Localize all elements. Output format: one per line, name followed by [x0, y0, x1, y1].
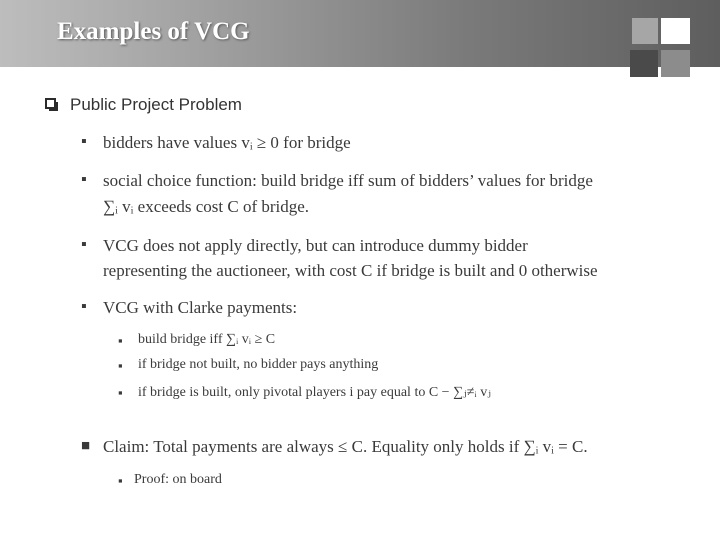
claim-text: Claim: Total payments are always ≤ C. Equality only holds if ∑ᵢ vᵢ = C. — [103, 437, 588, 456]
sub-bullet-text: build bridge iff ∑ᵢ vᵢ ≥ C — [138, 332, 276, 347]
bullet-text: social choice function: build bridge iff sum of bidders’ values for bridge — [103, 171, 593, 190]
bullet-text: VCG with Clarke payments: — [103, 298, 298, 317]
checkbox-bullet-icon — [45, 98, 56, 109]
bullet-text: VCG does not apply directly, but can introduce dummy bidder — [103, 236, 528, 255]
logo-square-light — [632, 18, 658, 44]
logo-square-white — [661, 18, 690, 44]
bullet-icon: ▪ — [81, 171, 87, 188]
section-heading: Public Project Problem — [70, 95, 242, 114]
sub-bullet-icon: ▪ — [118, 385, 123, 400]
claim-bullet-icon: ■ — [81, 438, 91, 454]
logo-square-dark — [630, 50, 658, 77]
sub-bullet-icon: ▪ — [118, 473, 123, 488]
bullet-continuation: ∑ᵢ vᵢ exceeds cost C of bridge. — [103, 197, 310, 216]
bullet-icon: ▪ — [81, 133, 87, 150]
bullet-icon: ▪ — [81, 236, 87, 253]
bullet-icon: ▪ — [81, 298, 87, 315]
proof-text: Proof: on board — [134, 472, 222, 487]
bullet-continuation: representing the auctioneer, with cost C if bridge is built and 0 otherwise — [103, 261, 598, 280]
bullet-text: bidders have values vᵢ ≥ 0 for bridge — [103, 133, 351, 152]
slide-title: Examples of VCG — [57, 18, 250, 45]
sub-bullet-icon: ▪ — [118, 358, 123, 373]
sub-bullet-text: if bridge not built, no bidder pays anything — [138, 357, 379, 372]
sub-bullet-icon: ▪ — [118, 333, 123, 348]
logo-square-mid — [661, 50, 690, 77]
sub-bullet-text: if bridge is built, only pivotal players i pay equal to C − ∑ⱼ≠ᵢ vⱼ — [138, 385, 491, 400]
